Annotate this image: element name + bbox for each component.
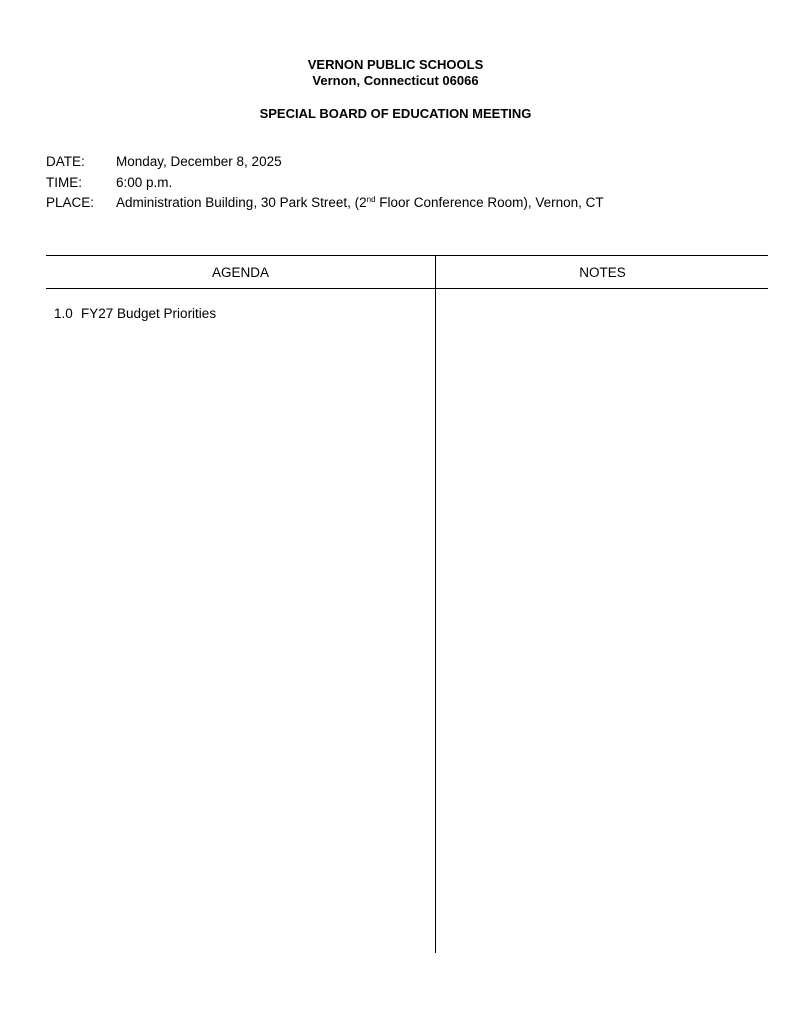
place-value-before: Administration Building, 30 Park Street, (2 (116, 195, 367, 210)
agenda-item-number: 1.0 (54, 306, 73, 321)
column-divider (435, 255, 436, 953)
org-name: VERNON PUBLIC SCHOOLS (307, 57, 484, 72)
place-label: PLACE: (46, 195, 95, 210)
place-value-after: Floor Conference Room), Vernon, CT (375, 195, 604, 210)
agenda-item (54, 306, 216, 322)
agenda-item-title: FY27 Budget Priorities (81, 306, 217, 321)
time-row (46, 175, 172, 191)
table-header-rule (46, 288, 768, 289)
date-row (46, 154, 282, 170)
meeting-title: SPECIAL BOARD OF EDUCATION MEETING (259, 106, 532, 121)
table-top-rule (46, 255, 768, 256)
date-label: DATE: (46, 154, 85, 169)
agenda-column-header: AGENDA (211, 265, 269, 280)
notes-column-header: NOTES (579, 265, 626, 280)
time-value: 6:00 p.m. (116, 175, 173, 190)
place-value-superscript: nd (366, 195, 376, 204)
time-label: TIME: (46, 175, 82, 190)
place-row (46, 195, 604, 211)
org-address: Vernon, Connecticut 06066 (312, 73, 479, 88)
date-value: Monday, December 8, 2025 (116, 154, 282, 169)
place-value (116, 195, 604, 210)
